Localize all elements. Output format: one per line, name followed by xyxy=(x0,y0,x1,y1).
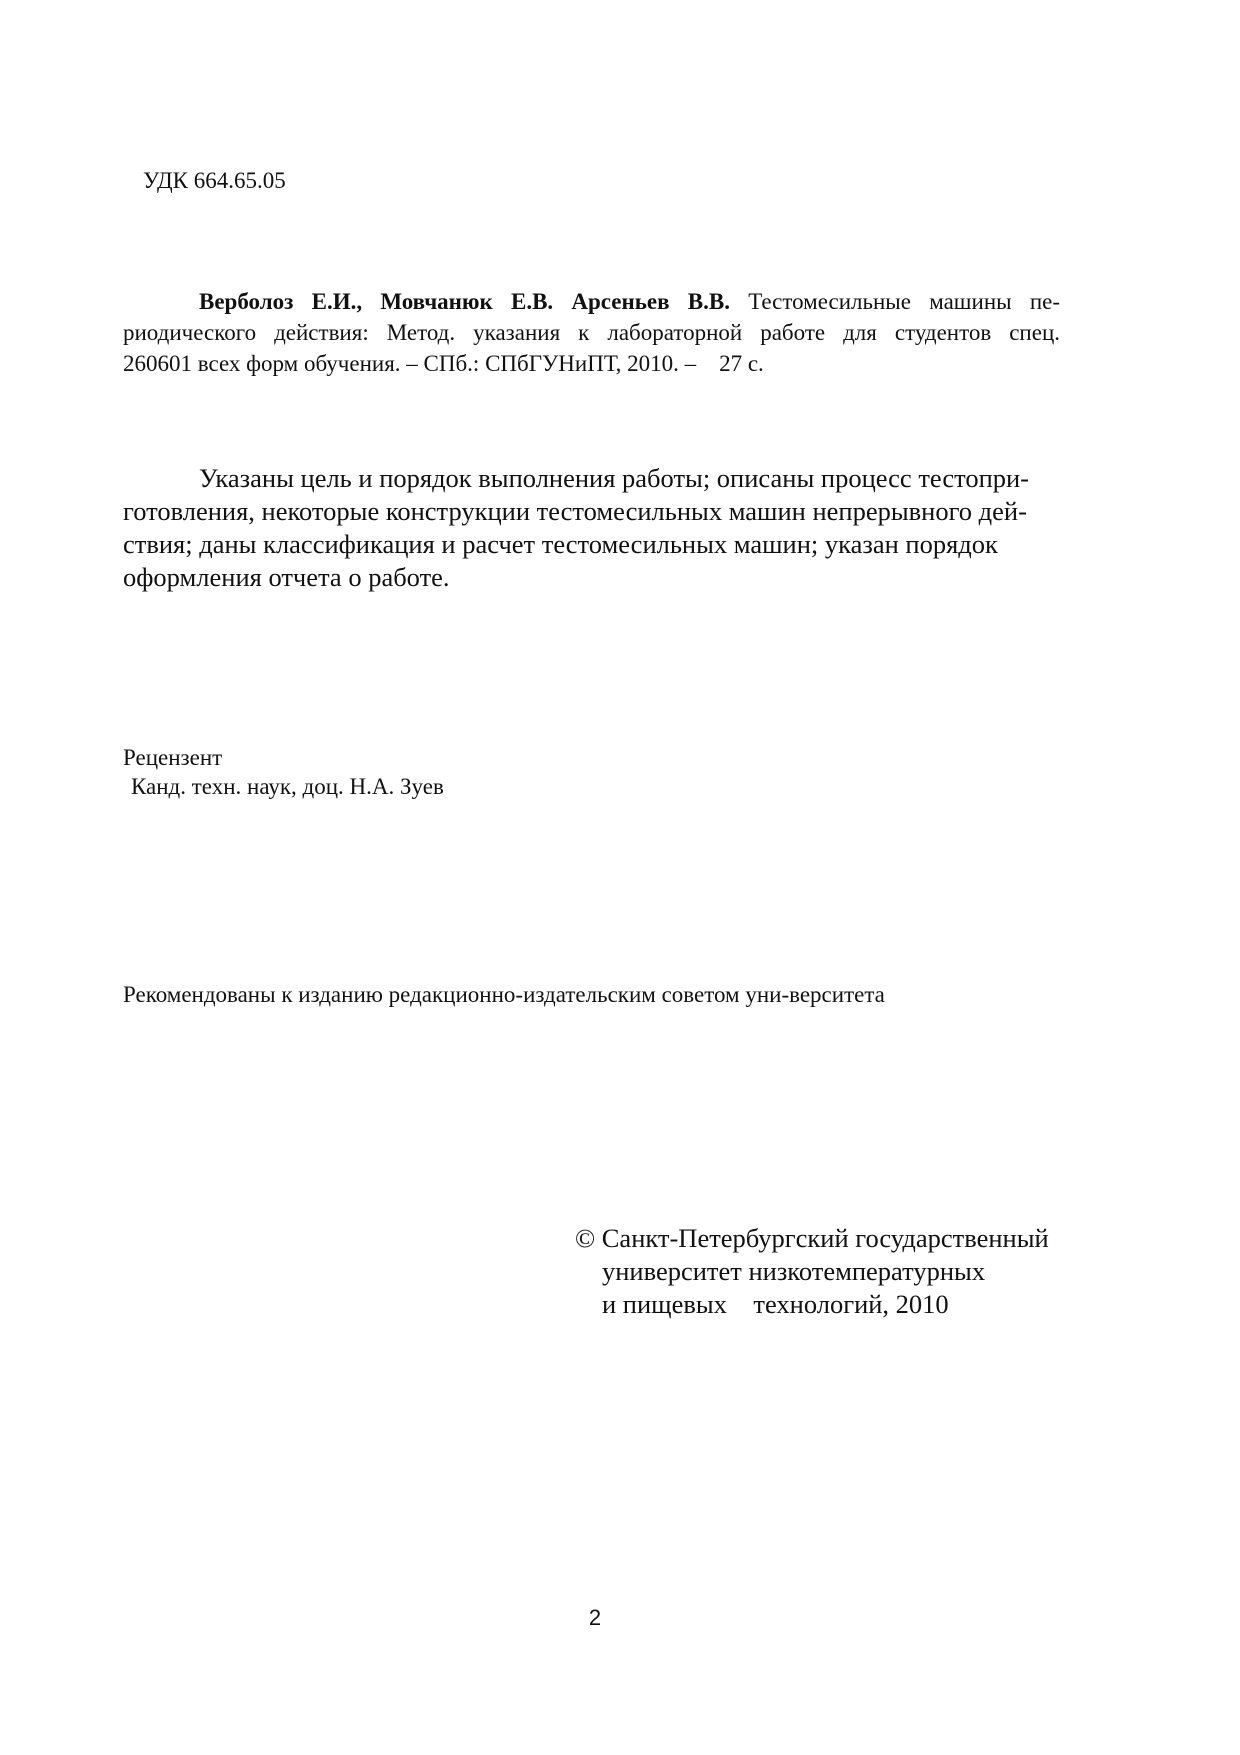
reviewer-label: Рецензент xyxy=(123,745,223,770)
copyright-line: университет низкотемпературных xyxy=(602,1256,986,1286)
page-number: 2 xyxy=(588,1605,602,1630)
bibliographic-line: 260601 всех форм обучения. – СПб.: СПбГУНиПТ, 2010. – 27 с. xyxy=(123,351,764,376)
copyright-line: и пищевых технологий, 2010 xyxy=(602,1289,949,1319)
authors: Верболоз Е.И., Мовчанюк Е.В. Арсеньев В.В. xyxy=(199,289,730,314)
abstract xyxy=(123,462,1053,594)
reviewer-name: Канд. техн. наук, доц. Н.А. Зуев xyxy=(131,774,444,799)
abstract-line: Указаны цель и порядок выполнения работы; описаны процесс тестопри- xyxy=(199,463,1030,493)
bibliographic-line: риодического действия: Метод. указания к лабораторной работе для студентов спец. xyxy=(123,320,1060,345)
udk-code: УДК 664.65.05 xyxy=(143,168,286,193)
recommendation-note: Рекомендованы к изданию редакционно-издательским советом уни-верситета xyxy=(123,982,885,1007)
abstract-line: оформления отчета о работе. xyxy=(123,562,450,592)
bibliographic-line xyxy=(123,286,1060,317)
title-start: Тестомесильные машины пе- xyxy=(729,289,1060,314)
bibliographic-description xyxy=(123,286,1060,379)
copyright-notice xyxy=(575,1222,1049,1321)
abstract-line: ствия; даны классификация и расчет тестомесильных машин; указан порядок xyxy=(123,529,998,559)
copyright-line: © Санкт-Петербургский государственный xyxy=(575,1223,1049,1253)
abstract-line: готовления, некоторые конструкции тестомесильных машин непрерывного дей- xyxy=(123,496,1027,526)
